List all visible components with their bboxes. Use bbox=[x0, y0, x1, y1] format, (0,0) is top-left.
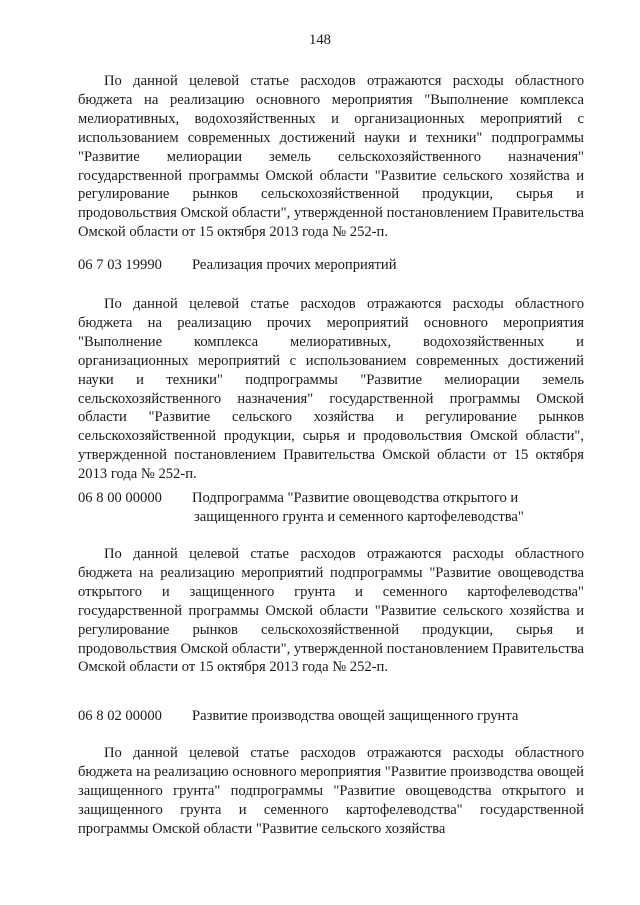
budget-code-title-line: защищенного грунта и семенного картофелеводства" bbox=[194, 508, 524, 525]
line: мелиоративных, водохозяйственных и организационных мероприятий с bbox=[78, 110, 584, 127]
line: По данной целевой статье расходов отражаются расходы областного bbox=[104, 296, 584, 312]
line: продукции, сырья и продовольствия Омской области", утвержденной bbox=[78, 621, 584, 657]
line: бюджета на реализацию мероприятий подпрограммы "Развитие bbox=[78, 564, 492, 581]
line: 2013 года № 252-п. bbox=[78, 466, 197, 483]
line: "Выполнение комплекса мелиоративных, водохозяйственных и bbox=[78, 333, 584, 350]
paragraph-text bbox=[78, 545, 584, 677]
line: бюджета на реализацию прочих мероприятий основного мероприятия bbox=[78, 314, 584, 331]
page-number: 148 bbox=[309, 32, 331, 48]
line: По данной целевой статье расходов отражаются расходы областного bbox=[104, 546, 584, 562]
paragraph-3 bbox=[78, 545, 584, 677]
line: сельскохозяйственного назначения" государственной программы Омской bbox=[78, 390, 584, 407]
budget-code-title: Развитие производства овощей защищенного грунта bbox=[192, 708, 519, 724]
paragraph-1 bbox=[78, 72, 584, 242]
line: сельского хозяйства и регулирование рынков сельскохозяйственной bbox=[78, 602, 585, 638]
line: № 252-п. bbox=[332, 659, 389, 676]
line: бюджета на реализацию основного мероприятия "Развитие производства bbox=[78, 763, 534, 780]
budget-code-row bbox=[78, 489, 584, 527]
budget-code: 06 8 00 00000 bbox=[78, 490, 162, 506]
line: картофелеводства" государственной программы Омской области "Развитие bbox=[78, 583, 584, 619]
budget-code: 06 8 02 00000 bbox=[78, 708, 162, 724]
budget-code-title-line: Подпрограмма "Развитие овощеводства открытого и bbox=[192, 490, 519, 506]
line: организационных мероприятий с использованием современных достижений bbox=[78, 352, 584, 369]
budget-code-row bbox=[78, 707, 584, 726]
line: государственной программы Омской области "Развитие сельского хозяйства bbox=[78, 801, 584, 837]
paragraph-2 bbox=[78, 295, 584, 484]
line: утвержденной постановлением Правительства Омской области от 15 октября bbox=[78, 447, 584, 464]
line: "Развитие мелиорации земель сельскохозяйственного назначения" bbox=[78, 148, 584, 165]
line: По данной целевой статье расходов отражаются расходы областного bbox=[104, 73, 584, 89]
line: постановлением Правительства Омской области от 15 октября 2013 года bbox=[78, 640, 584, 676]
line: бюджета на реализацию основного мероприятия "Выполнение комплекса bbox=[78, 91, 584, 108]
line: области "Развитие сельского хозяйства и регулирование рынков bbox=[78, 409, 584, 426]
line: и регулирование рынков сельскохозяйственной продукции, сырья и bbox=[78, 167, 584, 203]
line: науки и техники" подпрограммы "Развитие мелиорации земель bbox=[78, 371, 584, 388]
budget-code-row bbox=[78, 256, 584, 275]
budget-code-title: Реализация прочих мероприятий bbox=[192, 257, 397, 273]
line: открытого и защищенного грунта и семенного картофелеводства" bbox=[78, 782, 584, 818]
line: государственной программы Омской области "Развитие сельского хозяйства bbox=[78, 167, 570, 184]
paragraph-text bbox=[78, 72, 584, 242]
budget-code-title bbox=[192, 489, 584, 527]
paragraph-text bbox=[78, 295, 584, 484]
line: продовольствия Омской области", утвержденной постановлением bbox=[78, 205, 489, 222]
line: овощей защищенного грунта" подпрограммы "Развитие овощеводства bbox=[78, 763, 584, 799]
line: сельскохозяйственной продукции, сырья и продовольствия Омской области", bbox=[78, 428, 584, 445]
budget-code: 06 7 03 19990 bbox=[78, 257, 162, 273]
line: Правительства Омской области от 15 октября 2013 года № 252-п. bbox=[78, 205, 584, 241]
line: использованием современных достижений науки и техники" подпрограммы bbox=[78, 129, 584, 146]
paragraph-text bbox=[78, 744, 584, 839]
line: овощеводства открытого и защищенного грунта и семенного bbox=[78, 564, 584, 600]
paragraph-4 bbox=[78, 744, 584, 839]
line: По данной целевой статье расходов отражаются расходы областного bbox=[104, 745, 584, 761]
